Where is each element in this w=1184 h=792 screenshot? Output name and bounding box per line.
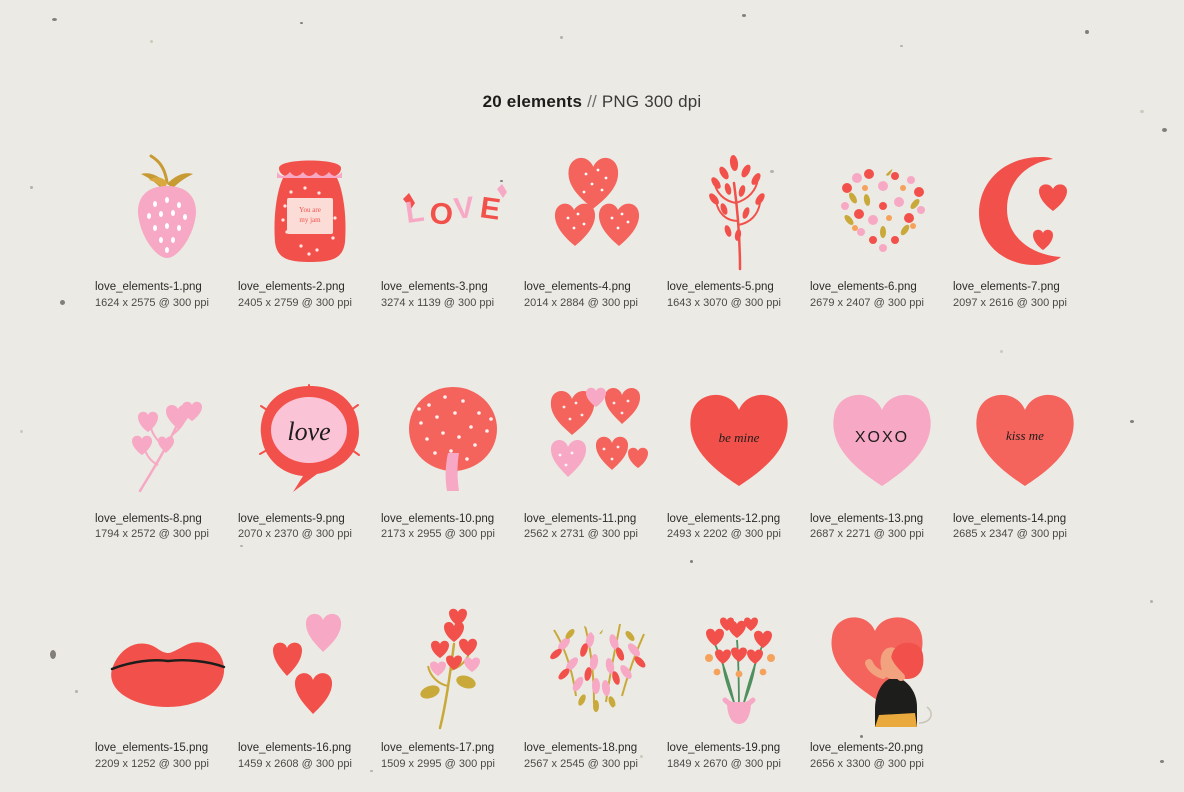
asset-caption	[238, 511, 381, 544]
asset-caption	[238, 279, 381, 312]
asset-dimensions: 2562 x 2731 @ 300 ppi	[524, 528, 638, 541]
asset-dimensions: 2405 x 2759 @ 300 ppi	[238, 296, 352, 309]
asset-dimensions: 3274 x 1139 @ 300 ppi	[381, 296, 495, 309]
jam-jar-icon	[238, 140, 381, 275]
asset-cell[interactable]	[95, 372, 238, 544]
asset-filename: love_elements-16.png	[238, 742, 352, 755]
asset-cell[interactable]	[95, 601, 238, 773]
asset-cell[interactable]	[524, 140, 667, 312]
heart-xoxo-icon	[810, 372, 953, 507]
asset-caption	[95, 740, 238, 773]
asset-caption	[953, 511, 1096, 544]
asset-dimensions: 2656 x 3300 @ 300 ppi	[810, 757, 924, 770]
asset-filename: love_elements-3.png	[381, 281, 488, 293]
heart-be-mine-icon	[667, 372, 810, 507]
asset-dimensions: 1509 x 2995 @ 300 ppi	[381, 757, 495, 770]
pink-heart-branch-icon	[95, 372, 238, 507]
asset-filename: love_elements-5.png	[667, 281, 774, 293]
asset-filename: love_elements-15.png	[95, 742, 209, 755]
flower-bouquet-icon	[667, 601, 810, 736]
asset-cell-empty	[953, 601, 1096, 773]
lips-icon	[95, 601, 238, 736]
strawberry-icon	[95, 140, 238, 275]
asset-caption	[667, 279, 810, 312]
leafy-heart-icon	[524, 601, 667, 736]
love-lettering-icon	[381, 140, 524, 275]
asset-caption	[381, 279, 524, 312]
two-falling-hearts-icon	[238, 601, 381, 736]
asset-dimensions: 2687 x 2271 @ 300 ppi	[810, 528, 924, 541]
header-separator: //	[587, 92, 597, 111]
asset-cell[interactable]	[381, 140, 524, 312]
asset-dimensions: 2685 x 2347 @ 300 ppi	[953, 528, 1067, 541]
asset-dimensions: 1459 x 2608 @ 300 ppi	[238, 757, 352, 770]
svg-text:V: V	[451, 190, 476, 226]
love-speech-bubble-icon	[238, 372, 381, 507]
asset-cell[interactable]	[953, 140, 1096, 312]
crescent-moon-hearts-icon	[953, 140, 1096, 275]
asset-cell[interactable]	[667, 140, 810, 312]
asset-dimensions: 1643 x 3070 @ 300 ppi	[667, 296, 781, 309]
asset-cell[interactable]	[238, 601, 381, 773]
svg-text:L: L	[402, 194, 426, 230]
asset-caption	[381, 511, 524, 544]
asset-caption	[810, 740, 953, 773]
floral-heart-icon	[810, 140, 953, 275]
asset-cell[interactable]	[238, 140, 381, 312]
svg-text:my jam: my jam	[298, 215, 321, 224]
asset-filename: love_elements-4.png	[524, 281, 631, 293]
asset-row	[95, 601, 1105, 773]
asset-cell[interactable]	[810, 372, 953, 544]
three-hearts-icon	[524, 140, 667, 275]
asset-filename: love_elements-2.png	[238, 281, 345, 293]
asset-filename: love_elements-8.png	[95, 512, 202, 525]
asset-filename: love_elements-18.png	[524, 742, 638, 755]
svg-text:kiss me: kiss me	[1005, 428, 1044, 444]
asset-filename: love_elements-1.png	[95, 281, 202, 293]
asset-dimensions: 1794 x 2572 @ 300 ppi	[95, 528, 209, 541]
asset-caption	[953, 279, 1096, 312]
asset-caption	[810, 511, 953, 544]
asset-caption	[810, 279, 953, 312]
heart-flower-sprig-icon	[381, 601, 524, 736]
asset-cell[interactable]	[381, 372, 524, 544]
red-branch-icon	[667, 140, 810, 275]
element-count: 20 elements	[482, 92, 583, 111]
asset-filename: love_elements-6.png	[810, 281, 917, 293]
asset-row	[95, 372, 1105, 544]
asset-filename: love_elements-13.png	[810, 512, 924, 525]
asset-dimensions: 2679 x 2407 @ 300 ppi	[810, 296, 924, 309]
asset-caption	[381, 740, 524, 773]
asset-cell[interactable]	[810, 601, 953, 773]
svg-text:XOXO: XOXO	[854, 429, 909, 447]
svg-text:O: O	[428, 196, 454, 232]
asset-filename: love_elements-7.png	[953, 281, 1060, 293]
asset-dimensions: 2014 x 2884 @ 300 ppi	[524, 296, 638, 309]
asset-dimensions: 2173 x 2955 @ 300 ppi	[381, 528, 495, 541]
asset-caption	[524, 740, 667, 773]
asset-caption	[667, 511, 810, 544]
asset-cell[interactable]	[95, 140, 238, 312]
asset-caption	[667, 740, 810, 773]
asset-caption	[95, 279, 238, 312]
asset-cell[interactable]	[953, 372, 1096, 544]
dotted-tree-icon	[381, 372, 524, 507]
asset-grid	[95, 140, 1105, 773]
asset-dimensions: 1624 x 2575 @ 300 ppi	[95, 296, 209, 309]
svg-text:be mine: be mine	[718, 430, 759, 446]
asset-filename: love_elements-19.png	[667, 742, 781, 755]
asset-caption	[95, 511, 238, 544]
asset-filename: love_elements-11.png	[524, 512, 637, 525]
asset-filename: love_elements-14.png	[953, 512, 1067, 525]
asset-dimensions: 1849 x 2670 @ 300 ppi	[667, 757, 781, 770]
svg-text:love: love	[286, 417, 331, 447]
asset-caption	[238, 740, 381, 773]
asset-cell[interactable]	[238, 372, 381, 544]
asset-cell[interactable]	[381, 601, 524, 773]
sheet-header	[0, 92, 1184, 112]
svg-text:You are: You are	[298, 205, 321, 214]
asset-row	[95, 140, 1105, 312]
asset-caption	[524, 279, 667, 312]
asset-cell[interactable]	[524, 372, 667, 544]
asset-dimensions: 2567 x 2545 @ 300 ppi	[524, 757, 638, 770]
asset-cell[interactable]	[524, 601, 667, 773]
format-label: PNG 300 dpi	[601, 92, 702, 111]
asset-cell[interactable]	[667, 601, 810, 773]
asset-filename: love_elements-20.png	[810, 742, 924, 755]
asset-dimensions: 2493 x 2202 @ 300 ppi	[667, 528, 781, 541]
svg-text:E: E	[477, 190, 502, 227]
asset-caption	[524, 511, 667, 544]
heart-kiss-me-icon	[953, 372, 1096, 507]
asset-filename: love_elements-12.png	[667, 512, 781, 525]
asset-dimensions: 2070 x 2370 @ 300 ppi	[238, 528, 352, 541]
asset-cell[interactable]	[667, 372, 810, 544]
asset-filename: love_elements-17.png	[381, 742, 495, 755]
asset-dimensions: 2097 x 2616 @ 300 ppi	[953, 296, 1067, 309]
asset-filename: love_elements-9.png	[238, 512, 345, 525]
asset-filename: love_elements-10.png	[381, 512, 495, 525]
asset-cell[interactable]	[810, 140, 953, 312]
girl-with-heart-icon	[810, 601, 953, 736]
heart-cluster-icon	[524, 372, 667, 507]
asset-dimensions: 2209 x 1252 @ 300 ppi	[95, 757, 209, 770]
